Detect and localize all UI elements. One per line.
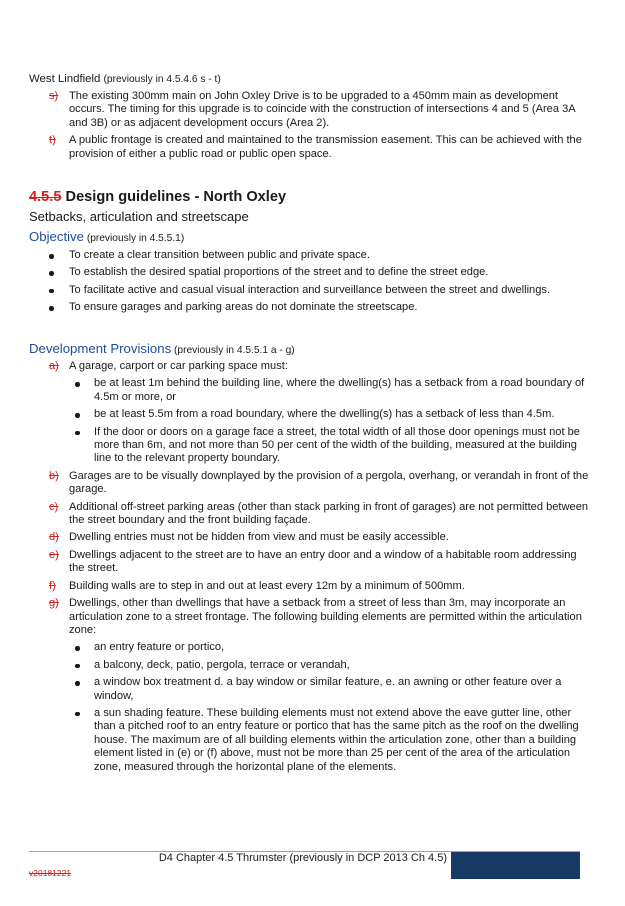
list-item [29,360,594,466]
objective-heading [29,229,184,246]
bullet-icon [75,413,80,418]
list-item [29,531,594,544]
footer-chapter-text: D4 Chapter 4.5 Thrumster (previously in DCP 2013 Ch 4.5) [158,852,447,864]
item-text: To create a clear transition between public and private space. [69,249,370,261]
item-letter: d) [49,531,59,544]
list-item [29,301,589,314]
bullet-icon [75,681,80,686]
list-item [29,580,594,593]
footer-version: v20181221 [29,868,72,878]
west-lindfield-heading [29,73,221,86]
item-letter: b) [49,469,59,482]
sub-list-item [69,641,594,654]
item-text: To facilitate active and casual visual interaction and surveillance between the street and dwellings. [69,283,551,296]
objective-ref: (previously in 4.5.5.1) [83,233,185,244]
bullet-icon [49,271,54,276]
list-item [29,597,594,774]
item-letter: t) [49,134,56,147]
item-text: a balcony, deck, patio, pergola, terrace or verandah, [94,658,350,671]
list-item [29,470,594,497]
item-letter: f) [49,579,56,592]
bullet-icon [75,646,80,651]
item-text: Additional off-street parking areas (other than stack parking in front of garages) are not permitted between the street boundary and the front building façade. [69,500,589,527]
item-letter: a) [49,360,59,372]
item-letter: g) [49,597,59,610]
list-item [29,90,594,130]
list-item [29,549,594,576]
list-item [29,266,589,279]
sub-list [69,641,594,774]
list-item [29,134,594,161]
bullet-icon [49,254,54,259]
west-lindfield-title: West Lindfield [29,73,101,85]
bullet-icon [75,712,80,717]
sub-list-item [69,377,594,404]
item-text: Building walls are to step in and out at least every 12m by a minimum of 500mm. [69,579,465,592]
list-item [29,284,589,297]
development-ref: (previously in 4.5.5.1 a - g) [171,345,295,356]
sub-list-item [69,408,594,421]
item-text: a window box treatment d. a bay window or similar feature, e. an awning or other feature over a window, [94,676,562,702]
item-text: Dwellings, other than dwellings that have a setback from a street of less than 3m, may incorporate an articulation zone to a street frontage. The following building elements are permitted within the articulation zone: [69,597,582,636]
sub-list-item [69,659,594,672]
item-text: The existing 300mm main on John Oxley Drive is to be upgraded to a 450mm main as development occurs. The timing for this upgrade is to coincide with the construction of intersections 4 and 5 (Area 3A and 3B) or as adjacent development occurs (Area 2). [69,90,576,129]
sub-list-item [69,676,594,703]
west-lindfield-ref: (previously in 4.5.4.6 s - t) [103,74,221,85]
section-subtitle: Setbacks, articulation and streetscape [29,209,249,224]
item-text: a sun shading feature. These building elements must not extend above the eave gutter line, other than a pitched roof to an entry feature or portico that has the same pitch as the roof on the dwelling house. The maximum are of all building elements within the articulation zone, other than a building element listed in (e) or (f) above, must not be more than 25 per cent of the area of the articulation zone, measured through the horizontal plane of the elements. [94,706,579,773]
item-text: To ensure garages and parking areas do not dominate the streetscape. [69,301,418,314]
bullet-icon [49,289,54,294]
item-text: be at least 1m behind the building line, where the dwelling(s) has a setback from a road boundary of 4.5m or more, or [94,377,585,403]
bullet-icon [75,664,80,669]
item-letter: e) [49,548,59,561]
sub-list-item [69,426,594,466]
item-text: Dwelling entries must not be hidden from view and must be easily accessible. [69,531,449,544]
west-lindfield-list [29,90,594,165]
item-letter: s) [49,90,59,102]
item-text: If the door or doors on a garage face a street, the total width of all those door openings must not be more than 6m, and not more than 50 per cent of the width of the building, measured at the building line to the relevant property boundary. [94,425,580,465]
development-list [29,360,594,778]
list-item [29,501,594,528]
bullet-icon [49,306,54,311]
item-text: Garages are to be visually downplayed by the provision of a pergola, overhang, or verandah in front of the garage. [69,469,589,496]
sub-list [69,377,594,465]
objective-bullets [29,249,589,319]
bullet-icon [75,382,80,387]
bullet-icon [75,431,80,436]
objective-title: Objective [29,229,84,244]
item-text: A garage, carport or car parking space must: [69,360,288,372]
item-text: To establish the desired spatial proportions of the street and to define the street edge. [69,266,489,279]
item-text: be at least 5.5m from a road boundary, where the dwelling(s) has a setback of less than 4.5m. [94,408,555,421]
list-item [29,249,589,262]
item-text: an entry feature or portico, [94,641,225,654]
development-heading [29,341,295,358]
item-letter: c) [49,500,59,513]
section-number: 4.5.5 [29,189,62,205]
section-heading [29,189,286,206]
section-title: Design guidelines - North Oxley [61,189,287,205]
sub-list-item [69,707,594,774]
item-text: A public frontage is created and maintained to the transmission easement. This can be achieved with the provision of either a public road or public open space. [69,134,582,160]
footer-accent-block [451,852,580,879]
item-text: Dwellings adjacent to the street are to have an entry door and a window of a habitable room addressing the street. [69,548,577,575]
development-title: Development Provisions [29,341,172,356]
